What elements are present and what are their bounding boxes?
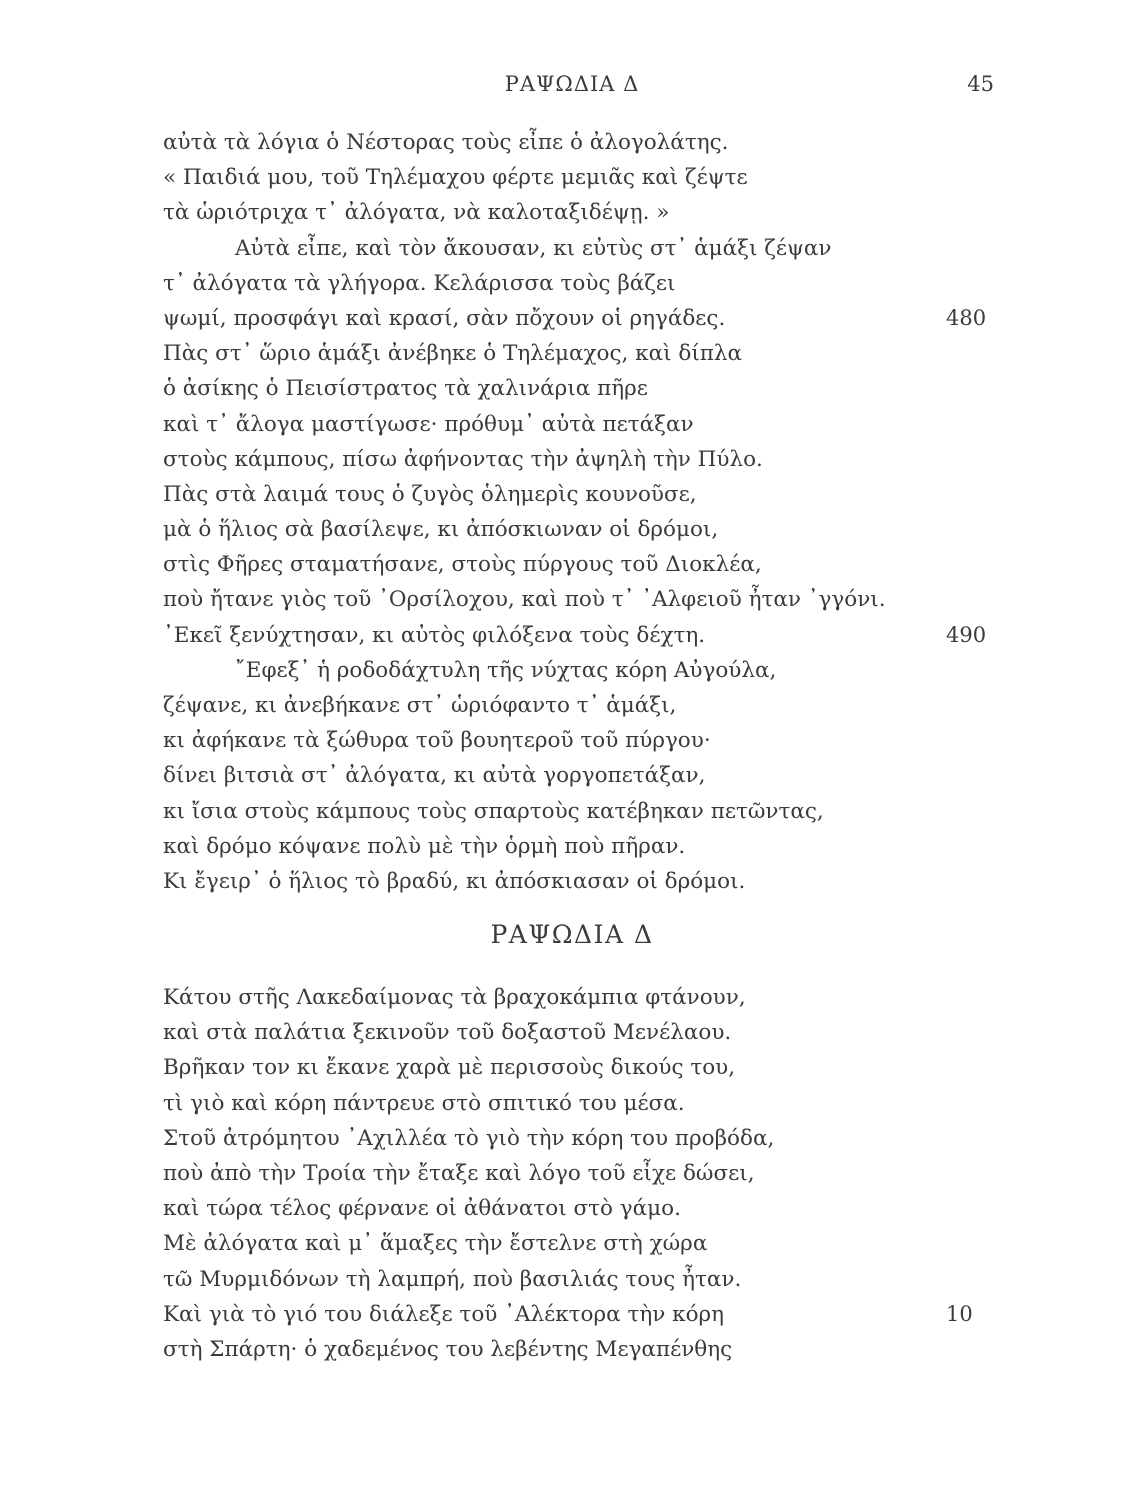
running-title: ΡΑΨΩΔΙΑ Δ <box>504 72 640 96</box>
verse-line <box>163 653 1023 688</box>
verse-line <box>163 442 1023 477</box>
verse-text: κι ἀφήκανε τὰ ξώθυρα τοῦ βουητεροῦ τοῦ πύργου· <box>163 728 711 754</box>
verse-line <box>163 547 1023 582</box>
verse-text: καὶ τ᾽ ἄλογα μαστίγωσε· πρόθυμ᾽ αὐτὰ πετάξαν <box>163 411 694 437</box>
verse-line <box>163 195 1023 230</box>
verse-text: μὰ ὁ ἥλιος σὰ βασίλεψε, κι ἀπόσκιωναν οἱ δρόμοι, <box>163 517 719 543</box>
verse-text: ποὺ ἤτανε γιὸς τοῦ ᾿Ορσίλοχου, καὶ ποὺ τ᾽ ᾿Αλφειοῦ ἦταν ᾿γγόνι. <box>163 587 886 613</box>
verse-block-new-section <box>163 980 1023 1367</box>
verse-line <box>163 1332 1023 1367</box>
verse-line <box>163 864 1023 899</box>
verse-block-continuation <box>163 125 1023 899</box>
verse-line <box>163 125 1023 160</box>
verse-text: τὶ γιὸ καὶ κόρη πάντρευε στὸ σπιτικό του μέσα. <box>163 1090 685 1116</box>
verse-line <box>163 371 1023 406</box>
verse-text: Πὰς στὰ λαιμά τους ὁ ζυγὸς ὁλημερὶς κουνοῦσε, <box>163 481 697 507</box>
verse-text: Καὶ γιὰ τὸ γιό του διάλεξε τοῦ ᾿Αλέκτορα τὴν κόρη <box>163 1301 725 1327</box>
verse-text: στοὺς κάμπους, πίσω ἀφήνοντας τὴν ἀψηλὴ τὴν Πύλο. <box>163 446 763 472</box>
verse-line <box>163 1191 1023 1226</box>
verse-line <box>163 618 1023 653</box>
line-number: 490 <box>946 622 987 647</box>
verse-text: στὴ Σπάρτη· ὁ χαδεμένος του λεβέντης Μεγαπένθης <box>163 1336 733 1362</box>
verse-line <box>163 1156 1023 1191</box>
verse-text: ᾿Εκεῖ ξενύχτησαν, κι αὐτὸς φιλόξενα τοὺς δέχτη. <box>163 622 706 648</box>
verse-line <box>163 582 1023 617</box>
verse-text: Κι ἔγειρ᾽ ὁ ἥλιος τὸ βραδύ, κι ἀπόσκιασαν οἱ δρόμοι. <box>163 868 746 894</box>
verse-line <box>163 980 1023 1015</box>
verse-line <box>163 688 1023 723</box>
verse-line <box>163 829 1023 864</box>
verse-line <box>163 1262 1023 1297</box>
page-number: 45 <box>967 72 994 96</box>
verse-line <box>163 301 1023 336</box>
verse-text: καὶ στὰ παλάτια ξεκινοῦν τοῦ δοξαστοῦ Μενέλαου. <box>163 1020 732 1046</box>
verse-text: ποὺ ἀπὸ τὴν Τροία τὴν ἔταξε καὶ λόγο τοῦ εἶχε δώσει, <box>163 1160 755 1186</box>
verse-text: τὰ ὡριότριχα τ᾽ ἀλόγατα, νὰ καλοταξιδέψῃ. » <box>163 200 670 226</box>
verse-text: ζέψανε, κι ἀνεβήκανε στ᾽ ὡριόφαντο τ᾽ ἁμάξι, <box>163 693 677 718</box>
verse-line <box>163 160 1023 195</box>
verse-line <box>163 1086 1023 1121</box>
verse-text: τ᾽ ἀλόγατα τὰ γλήγορα. Κελάρισσα τοὺς βάζει <box>163 270 676 296</box>
verse-text: κι ἴσια στοὺς κάμπους τοὺς σπαρτοὺς κατέβηκαν πετῶντας, <box>163 798 824 824</box>
verse-text: Κάτου στῆς Λακεδαίμονας τὰ βραχοκάμπια φτάνουν, <box>163 985 746 1010</box>
verse-text: στὶς Φῆρες σταματήσανε, στοὺς πύργους τοῦ Διοκλέα, <box>163 552 762 578</box>
verse-text: αὐτὰ τὰ λόγια ὁ Νέστορας τοὺς εἶπε ὁ ἀλογολάτης. <box>163 130 729 155</box>
verse-text: Πὰς στ᾽ ὥριο ἁμάξι ἀνέβηκε ὁ Τηλέμαχος, καὶ δίπλα <box>163 341 743 367</box>
verse-line <box>163 723 1023 758</box>
verse-text: Στοῦ ἀτρόμητου ᾿Αχιλλέα τὸ γιὸ τὴν κόρη του προβόδα, <box>163 1125 775 1151</box>
verse-text: ὁ ἀσίκης ὁ Πεισίστρατος τὰ χαλινάρια πῆρε <box>163 376 648 402</box>
verse-line <box>163 512 1023 547</box>
verse-text: Μὲ ἀλόγατα καὶ μ᾽ ἅμαξες τὴν ἔστελνε στὴ χώρα <box>163 1231 708 1257</box>
verse-line <box>163 758 1023 793</box>
verse-line <box>163 407 1023 442</box>
verse-line <box>163 1226 1023 1261</box>
verse-line <box>163 1297 1023 1332</box>
verse-text: ῎Εφεξ᾽ ἡ ροδοδάχτυλη τῆς νύχτας κόρη Αὐγούλα, <box>235 657 777 683</box>
verse-text: καὶ τώρα τέλος φέρνανε οἱ ἀθάνατοι στὸ γάμο. <box>163 1196 681 1222</box>
verse-line <box>163 477 1023 512</box>
verse-text: ψωμί, προσφάγι καὶ κρασί, σὰν πὄχουν οἱ ρηγάδες. <box>163 305 726 331</box>
verse-line <box>163 336 1023 371</box>
verse-text: τῶ Μυρμιδόνων τὴ λαμπρή, ποὺ βασιλιάς τους ἦταν. <box>163 1266 742 1292</box>
verse-text: Βρῆκαν τον κι ἔκανε χαρὰ μὲ περισσοὺς δικούς του, <box>163 1055 736 1081</box>
verse-line <box>163 266 1023 301</box>
line-number: 480 <box>946 305 987 330</box>
verse-text: « Παιδιά μου, τοῦ Τηλέμαχου φέρτε μεμιᾶς καὶ ζέψτε <box>163 165 748 191</box>
verse-line <box>163 1050 1023 1085</box>
verse-line <box>163 794 1023 829</box>
line-number: 10 <box>946 1301 973 1326</box>
verse-line <box>163 1121 1023 1156</box>
verse-line <box>163 1015 1023 1050</box>
verse-text: Αὐτὰ εἶπε, καὶ τὸν ἄκουσαν, κι εὐτὺς στ᾽ ἁμάξι ζέψαν <box>235 235 832 261</box>
verse-text: δίνει βιτσιὰ στ᾽ ἀλόγατα, κι αὐτὰ γοργοπετάξαν, <box>163 763 706 789</box>
verse-line <box>163 231 1023 266</box>
section-heading: ΡΑΨΩΔΙΑ Δ <box>490 920 654 949</box>
running-head <box>0 66 1144 102</box>
verse-text: καὶ δρόμο κόψανε πολὺ μὲ τὴν ὁρμὴ ποὺ πῆραν. <box>163 833 686 859</box>
